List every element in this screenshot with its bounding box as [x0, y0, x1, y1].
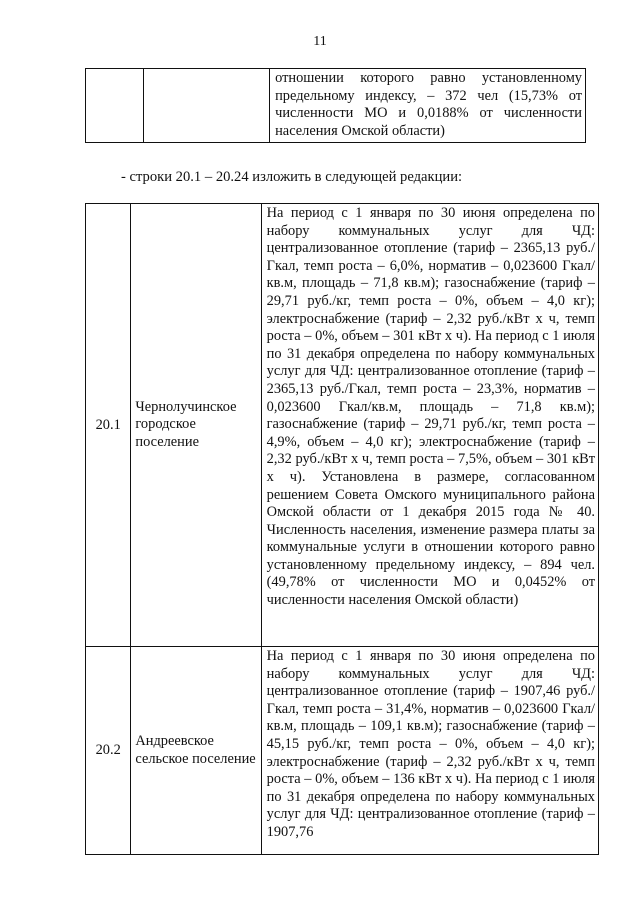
settlements-table [85, 203, 599, 855]
table-row [86, 204, 599, 647]
description-text: отношении которого равно установленному предельному индексу, – 372 чел (15,73% от численности МО и 0,0188% от численности населения Омской области) [275, 70, 582, 139]
number-cell [86, 69, 144, 143]
settlement-name: Андреевское сельское поселение [131, 647, 261, 855]
top-continuation-table [85, 68, 586, 143]
table-row [86, 647, 599, 855]
description-cell [270, 69, 586, 143]
description-cell [261, 204, 598, 647]
description-cell [261, 647, 598, 855]
row-number: 20.1 [86, 204, 131, 647]
instruction-text: - строки 20.1 – 20.24 изложить в следующей редакции: [121, 169, 463, 185]
row-number: 20.2 [86, 647, 131, 855]
description-text: На период с 1 января по 30 июня определена по набору коммунальных услуг для ЧД: централизованное отопление (тариф – 1907,46 руб./Гкал, темп роста – 31,4%, норматив – 0,023600 Гкал/кв.м, площадь – 109,1 кв.м); газоснабжение (тариф – 45,15 руб./кг, темп роста – 0%, объем – 4,0 кг); электроснабжение (тариф – 2,32 руб./кВт х ч, темп роста – 0%, объем – 136 кВт х ч). На период с 1 июля по 31 декабря определена по набору коммунальных услуг для ЧД: централизованное отопление (тариф – 1907,76 [266, 648, 595, 840]
table-row [86, 69, 586, 143]
name-cell [144, 69, 270, 143]
settlement-name: Чернолучинское городское поселение [131, 204, 261, 647]
description-text: На период с 1 января по 30 июня определена по набору коммунальных услуг для ЧД: централизованное отопление (тариф – 2365,13 руб./Гкал, темп роста – 6,0%, норматив – 0,023600 Гкал/кв.м, площадь – 71,8 кв.м); газоснабжение (тариф – 29,71 руб./кг, темп роста – 0%, объем – 4,0 кг); электроснабжение (тариф – 2,32 руб./кВт х ч, темп роста – 0%, объем – 301 кВт х ч). На период с 1 июля по 31 декабря определена по набору коммунальных услуг для ЧД: централизованное отопление (тариф – 2365,13 руб./Гкал, темп роста – 23,3%, норматив – 0,023600 Гкал/кв.м, площадь – 71,8 кв.м); газоснабжение (тариф – 29,71 руб./кг, темп роста – 4,9%, объем – 4,0 кг); электроснабжение (тариф – 2,32 руб./кВт х ч, темп роста – 7,5%, объем – 301 кВт х ч). Установлена в размере, согласованном решением Совета Омского муниципального района Омской области от 1 декабря 2015 года № 40. Численность населения, изменение размера платы за коммунальные услуги в отношении которого равно установленному предельному индексу, – 894 чел. (49,78% от численности МО и 0,0452% от численности населения Омской области) [266, 205, 595, 609]
page-number: 11 [313, 34, 327, 49]
